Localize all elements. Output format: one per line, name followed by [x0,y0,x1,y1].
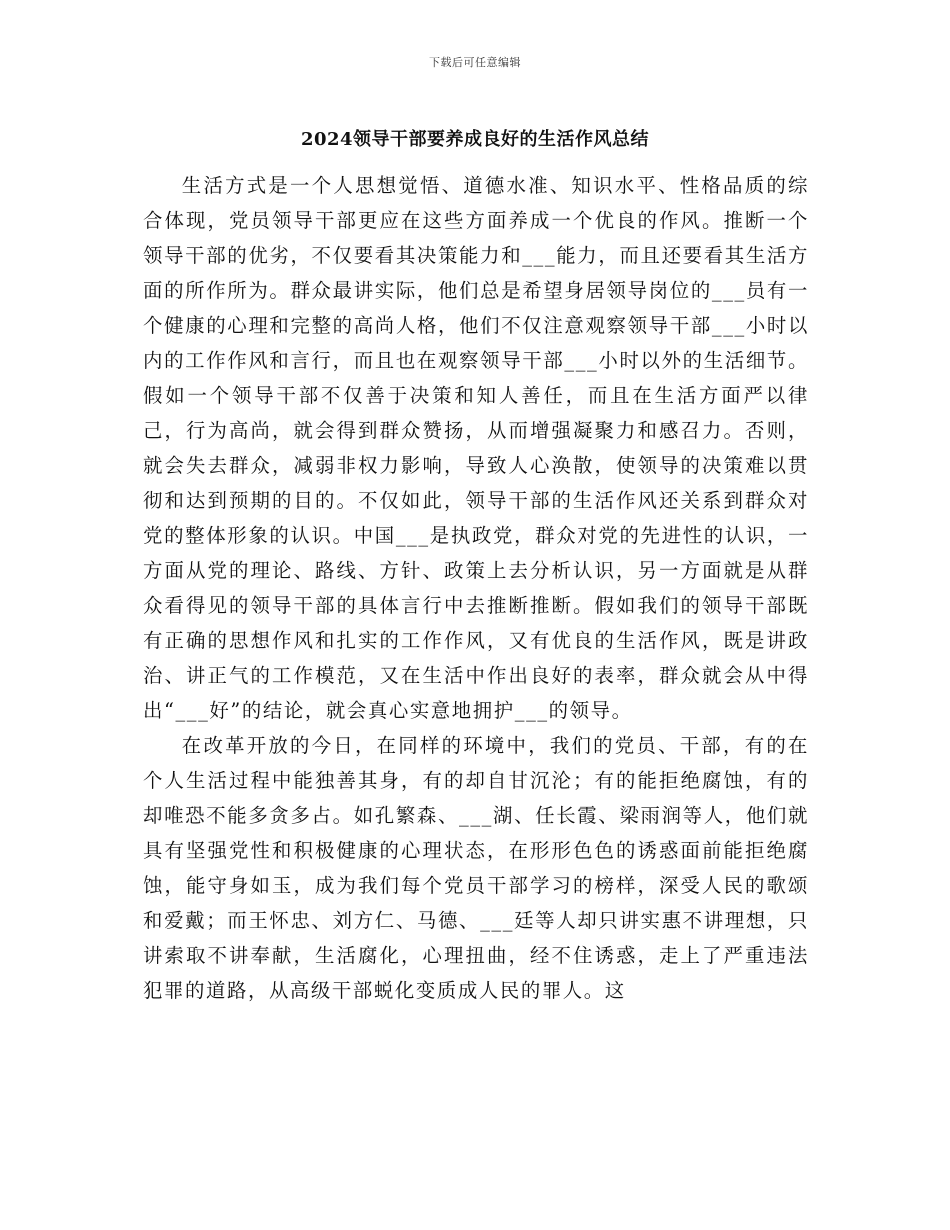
body-paragraph: 生活方式是一个人思想觉悟、道德水准、知识水平、性格品质的综合体现，党员领导干部更应在这些方面养成一个优良的作风。推断一个领导干部的优劣，不仅要看其决策能力和___能力，而且还要看其生活方面的所作所为。群众最讲实际，他们总是希望身居领导岗位的___员有一个健康的心理和完整的高尚人格，他们不仅注意观察领导干部___小时以内的工作作风和言行，而且也在观察领导干部___小时以外的生活细节。假如一个领导干部不仅善于决策和知人善任，而且在生活方面严以律己，行为高尚，就会得到群众赞扬，从而增强凝聚力和感召力。否则，就会失去群众，减弱非权力影响，导致人心涣散，使领导的决策难以贯彻和达到预期的目的。不仅如此，领导干部的生活作风还关系到群众对党的整体形象的认识。中国___是执政党，群众对党的先进性的认识，一方面从党的理论、路线、方针、政策上去分析认识，另一方面就是从群众看得见的领导干部的具体言行中去推断推断。假如我们的领导干部既有正确的思想作风和扎实的工作作风，又有优良的生活作风，既是讲政治、讲正气的工作模范，又在生活中作出良好的表率，群众就会从中得出“___好”的结论，就会真心实意地拥护___的领导。 [143,174,809,722]
body-paragraph: 在改革开放的今日，在同样的环境中，我们的党员、干部，有的在个人生活过程中能独善其身，有的却自甘沉沦；有的能拒绝腐蚀，有的却唯恐不能多贪多占。如孔繁森、___湖、任长霞、梁雨润等人，他们就具有坚强党性和积极健康的心理状态，在形形色色的诱惑面前能拒绝腐蚀，能守身如玉，成为我们每个党员干部学习的榜样，深受人民的歌颂和爱戴；而王怀忠、刘方仁、马德、___廷等人却只讲实惠不讲理想，只讲索取不讲奉献，生活腐化，心理扭曲，经不住诱惑，走上了严重违法犯罪的道路，从高级干部蜕化变质成人民的罪人。这 [143,734,809,1002]
document-title: 2024领导干部要养成良好的生活作风总结 [300,129,650,150]
header-note: 下载后可任意编辑 [429,56,521,69]
document-body [143,168,809,1008]
